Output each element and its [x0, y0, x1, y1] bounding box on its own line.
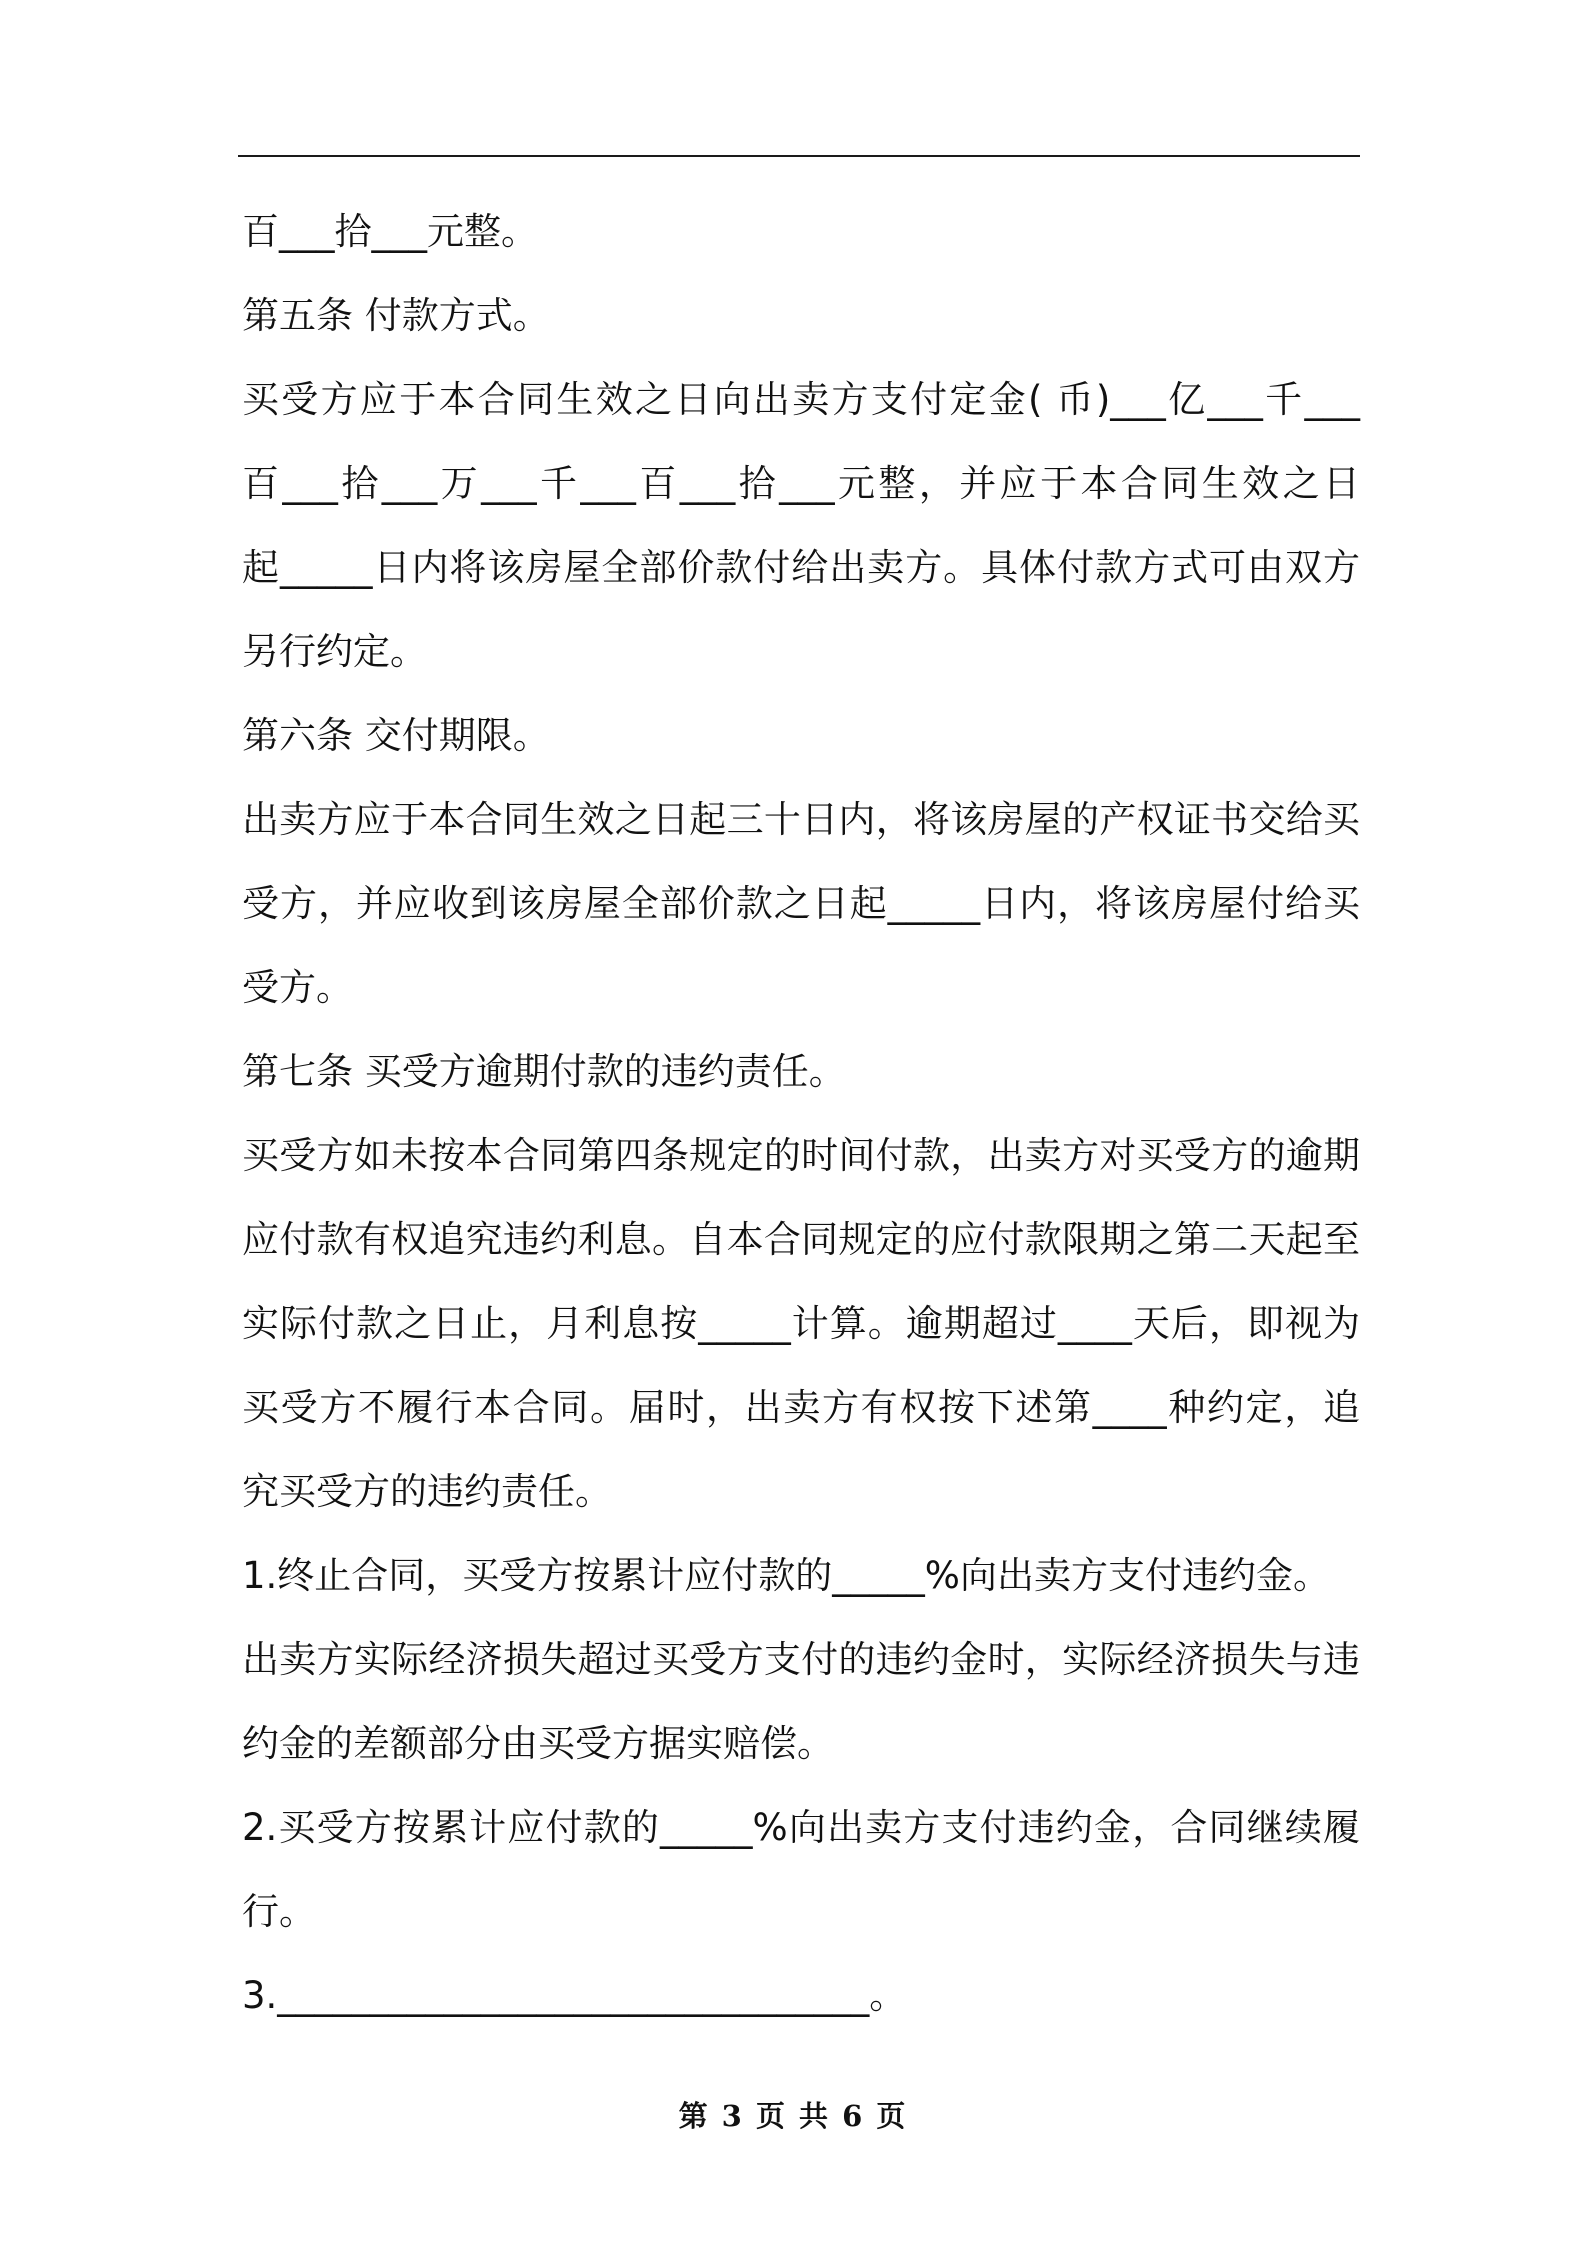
text-line: 受方。 [242, 966, 353, 1009]
text-line: 应付款有权追究违约利息。自本合同规定的应付款限期之第二天起至 [242, 1218, 1360, 1261]
text-line: 行。 [242, 1890, 316, 1933]
list-item: 3.________________________________。 [242, 1974, 907, 2017]
article-heading: 第七条 买受方逾期付款的违约责任。 [242, 1050, 846, 1093]
text-line: 百___拾___元整。 [242, 210, 538, 253]
article-heading: 第六条 交付期限。 [242, 714, 550, 757]
text-line: 起_____日内将该房屋全部价款付给出卖方。具体付款方式可由双方 [242, 546, 1360, 589]
article-heading: 第五条 付款方式。 [242, 294, 550, 337]
text-line: 买受方如未按本合同第四条规定的时间付款，出卖方对买受方的逾期 [242, 1134, 1360, 1177]
list-item: 1.终止合同，买受方按累计应付款的_____%向出卖方支付违约金。 [242, 1554, 1330, 1597]
page-number: 第 3 页 共 6 页 [678, 2099, 908, 2133]
text-line: 出卖方应于本合同生效之日起三十日内，将该房屋的产权证书交给买 [242, 798, 1360, 841]
list-item: 2.买受方按累计应付款的_____%向出卖方支付违约金，合同继续履 [242, 1806, 1360, 1849]
text-line: 受方，并应收到该房屋全部价款之日起_____日内，将该房屋付给买 [242, 882, 1360, 925]
text-line: 究买受方的违约责任。 [242, 1470, 612, 1513]
text-line: 另行约定。 [242, 630, 427, 673]
text-line: 买受方应于本合同生效之日向出卖方支付定金( 币)___亿___千___ [242, 378, 1360, 421]
text-line: 出卖方实际经济损失超过买受方支付的违约金时，实际经济损失与违 [242, 1638, 1360, 1681]
text-line: 实际付款之日止，月利息按_____计算。逾期超过____天后，即视为 [242, 1302, 1360, 1345]
contract-body [242, 190, 1360, 2038]
text-line: 百___拾___万___千___百___拾___元整，并应于本合同生效之日 [242, 462, 1360, 505]
text-line: 约金的差额部分由买受方据实赔偿。 [242, 1722, 834, 1765]
text-line: 买受方不履行本合同。届时，出卖方有权按下述第____种约定，追 [242, 1386, 1360, 1429]
header-rule [238, 155, 1360, 157]
